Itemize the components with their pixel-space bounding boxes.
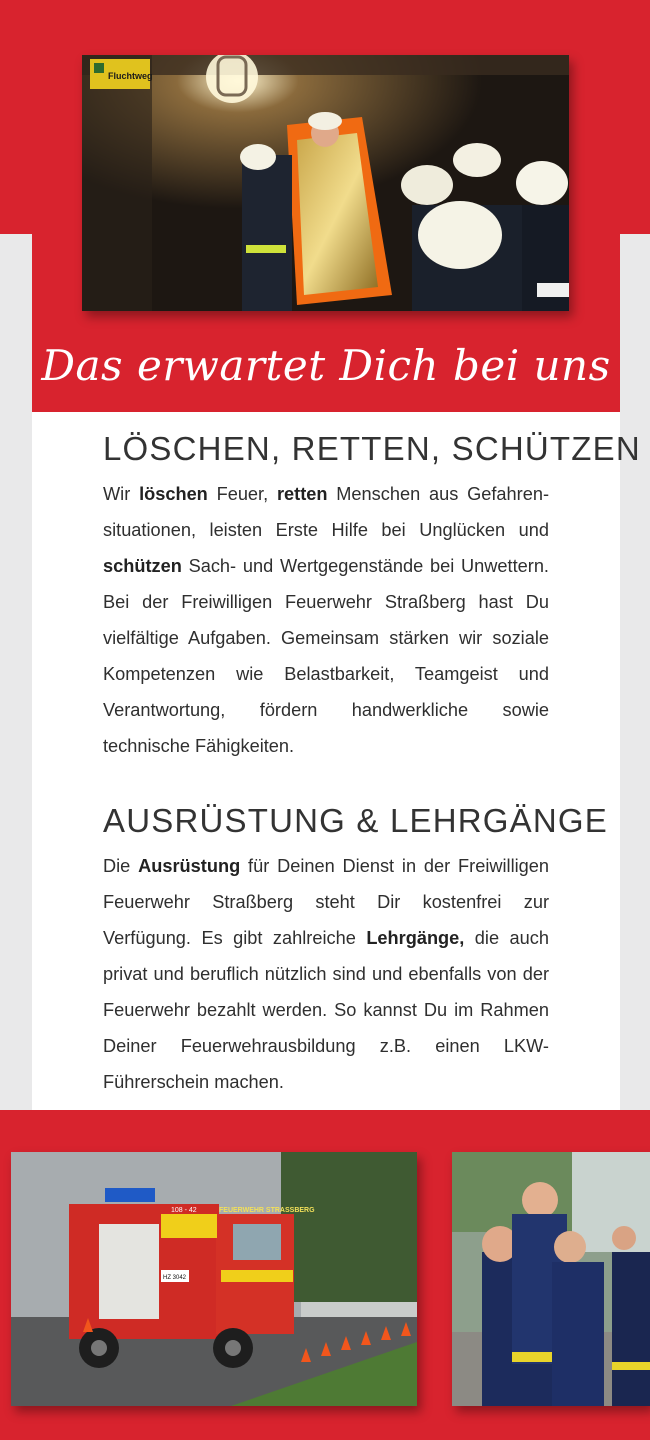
section-equipment-courses	[103, 800, 608, 1100]
section-extinguish-rescue-protect	[103, 428, 641, 764]
section-body: Wir löschen Feuer, retten Menschen aus Gefahrensituationen, leisten Erste Hilfe bei Unglücken und schützen Sach- und Wertgegenstände bei Unwettern. Bei der Freiwilligen Feuerwehr Straßberg hast Du vielfältige Aufgaben. Gemeinsam stärken wir soziale Kompetenzen wie Belastbarkeit, Teamgeist und Verantwortung, fördern handwerkliche sowie technische Fähigkeiten.	[103, 484, 549, 756]
rescue-exercise-photo	[452, 1152, 650, 1406]
section-title: AUSRÜSTUNG & LEHRGÄNGE	[103, 802, 608, 839]
truck-plate: HZ 3042	[163, 1275, 187, 1281]
truck-lettering: FEUERWEHR STRASSBERG	[219, 1207, 315, 1214]
truck-number: 108 - 42	[171, 1207, 197, 1214]
fire-truck-photo	[11, 1152, 417, 1406]
mine-rescue-photo	[82, 55, 569, 311]
section-body: Die Ausrüstung für Deinen Dienst in der Freiwilligen Feuerwehr Straßberg steht Dir kostenfrei zur Verfügung. Es gibt zahlreiche Lehrgänge, die auch privat und beruflich nützlich sind und ebenfalls von der Feuerwehr bezahlt werden. So kannst Du im Rahmen Deiner Feuerwehrausbildung z.B. einen LKW-Führerschein machen.	[103, 856, 549, 1092]
page-headline: Das erwartet Dich bei uns	[41, 341, 611, 390]
section-title: LÖSCHEN, RETTEN, SCHÜTZEN	[103, 430, 641, 467]
escape-route-sign: Fluchtweg	[108, 71, 153, 81]
